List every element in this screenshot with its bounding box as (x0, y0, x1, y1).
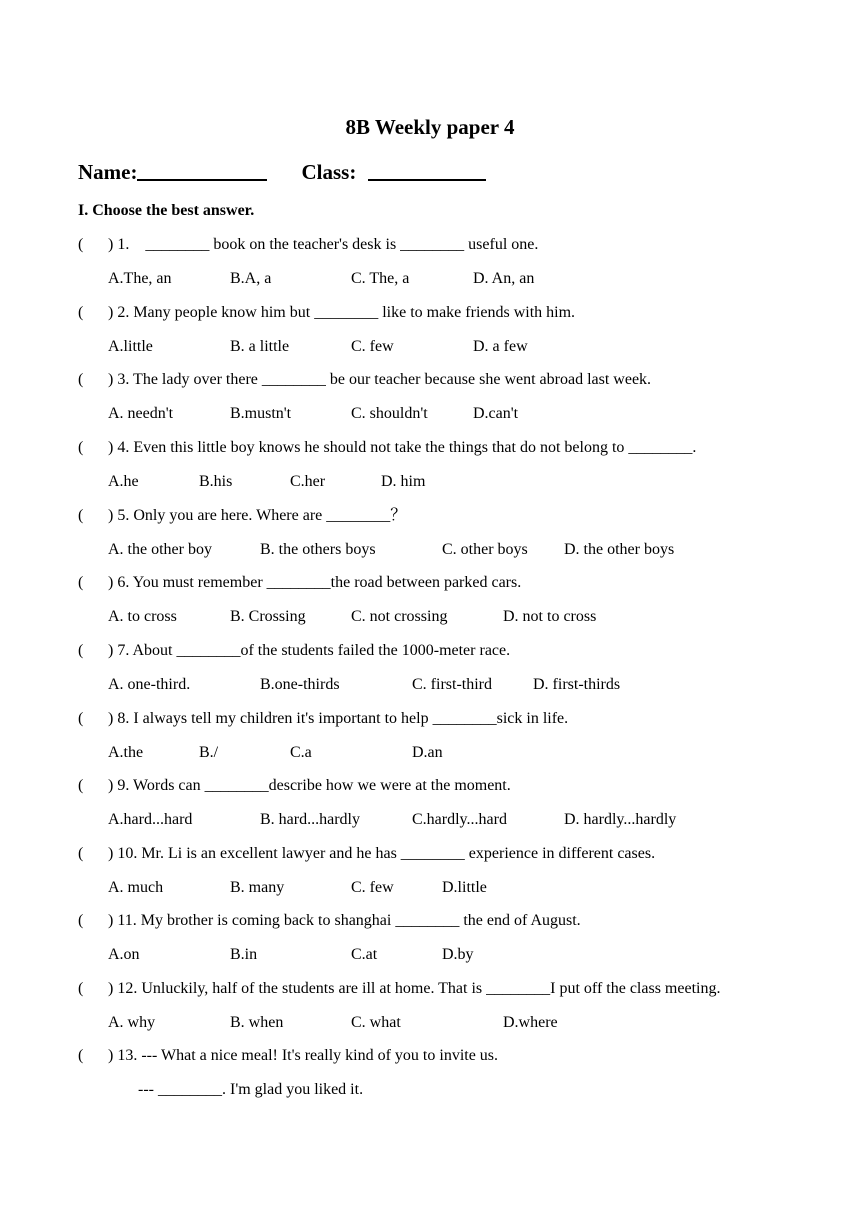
class-label: Class: (301, 160, 357, 184)
question-text: ) 11. My brother is coming back to shanghai ________ the end of August. (108, 912, 581, 929)
options-row (78, 674, 838, 696)
question-text: ) 13. --- What a nice meal! It's really kind of you to invite us. (108, 1047, 499, 1064)
option-d[interactable]: D. An, an (473, 270, 535, 287)
option-a[interactable]: A. needn't (108, 405, 174, 422)
option-d[interactable]: D.an (412, 744, 443, 761)
class-blank[interactable] (368, 159, 486, 181)
answer-paren[interactable]: ( (78, 642, 84, 659)
question-text: ) 12. Unluckily, half of the students are ill at home. That is ________I put off the class meeting. (108, 980, 721, 997)
option-a[interactable]: A. the other boy (108, 541, 212, 558)
option-b[interactable]: B.A, a (230, 270, 272, 287)
question-text: ) 1. ________ book on the teacher's desk is ________ useful one. (108, 236, 539, 253)
question-text: ) 2. Many people know him but ________ like to make friends with him. (108, 304, 576, 321)
options-row (78, 809, 838, 831)
option-a[interactable]: A.he (108, 473, 139, 490)
option-b[interactable]: B. when (230, 1014, 284, 1031)
option-c[interactable]: C.at (351, 946, 378, 963)
option-d[interactable]: D.can't (473, 405, 519, 422)
option-c[interactable]: C. few (351, 338, 394, 355)
options-row (78, 471, 838, 493)
answer-paren[interactable]: ( (78, 912, 84, 929)
answer-paren[interactable]: ( (78, 777, 84, 794)
answer-paren[interactable]: ( (78, 439, 84, 456)
option-d[interactable]: D. first-thirds (533, 676, 621, 693)
option-c[interactable]: C. what (351, 1014, 401, 1031)
option-a[interactable]: A. to cross (108, 608, 177, 625)
section-title: I. Choose the best answer. (78, 202, 255, 219)
options-row (78, 1012, 838, 1034)
question-text: ) 6. You must remember ________the road between parked cars. (108, 574, 522, 591)
question-text: ) 7. About ________of the students failed the 1000-meter race. (108, 642, 511, 659)
question-text: ) 10. Mr. Li is an excellent lawyer and he has ________ experience in different cases. (108, 845, 656, 862)
option-b[interactable]: B.mustn't (230, 405, 292, 422)
option-c[interactable]: C.her (290, 473, 326, 490)
option-c[interactable]: C. The, a (351, 270, 410, 287)
option-b[interactable]: B./ (199, 744, 219, 761)
option-d[interactable]: D. a few (473, 338, 528, 355)
answer-paren[interactable]: ( (78, 980, 84, 997)
question-text: ) 4. Even this little boy knows he should not take the things that do not belong to ________. (108, 439, 697, 456)
page-title: 8B Weekly paper 4 (345, 115, 515, 139)
options-row (78, 742, 838, 764)
option-a[interactable]: A. why (108, 1014, 156, 1031)
option-b[interactable]: B.one-thirds (260, 676, 340, 693)
answer-paren[interactable]: ( (78, 1047, 84, 1064)
name-label: Name: (78, 160, 138, 184)
question-text: ) 5. Only you are here. Where are ________？ (108, 507, 407, 524)
option-d[interactable]: D.little (442, 879, 487, 896)
answer-paren[interactable]: ( (78, 304, 84, 321)
option-a[interactable]: A.little (108, 338, 153, 355)
option-d[interactable]: D. not to cross (503, 608, 597, 625)
option-c[interactable]: C. first-third (412, 676, 492, 693)
question-text: ) 3. The lady over there ________ be our teacher because she went abroad last week. (108, 371, 652, 388)
option-a[interactable]: A. one-third. (108, 676, 191, 693)
options-row (78, 539, 838, 561)
options-row (78, 268, 838, 290)
answer-paren[interactable]: ( (78, 371, 84, 388)
option-c[interactable]: C. other boys (442, 541, 528, 558)
option-a[interactable]: A. much (108, 879, 164, 896)
option-b[interactable]: B. the others boys (260, 541, 376, 558)
option-b[interactable]: B. a little (230, 338, 290, 355)
answer-paren[interactable]: ( (78, 507, 84, 524)
option-b[interactable]: B. many (230, 879, 285, 896)
option-d[interactable]: D.where (503, 1014, 558, 1031)
option-d[interactable]: D.by (442, 946, 474, 963)
option-a[interactable]: A.The, an (108, 270, 172, 287)
option-b[interactable]: B. Crossing (230, 608, 306, 625)
question-text: ) 8. I always tell my children it's important to help ________sick in life. (108, 710, 569, 727)
option-b[interactable]: B. hard...hardly (260, 811, 360, 828)
question-text: ) 9. Words can ________describe how we were at the moment. (108, 777, 511, 794)
answer-paren[interactable]: ( (78, 710, 84, 727)
option-b[interactable]: B.in (230, 946, 258, 963)
answer-paren[interactable]: ( (78, 574, 84, 591)
option-a[interactable]: A.hard...hard (108, 811, 193, 828)
options-row (78, 944, 838, 966)
options-row (78, 877, 838, 899)
options-row (78, 606, 838, 628)
option-c[interactable]: C. not crossing (351, 608, 448, 625)
option-c[interactable]: C.a (290, 744, 312, 761)
option-a[interactable]: A.on (108, 946, 140, 963)
option-d[interactable]: D. the other boys (564, 541, 675, 558)
option-b[interactable]: B.his (199, 473, 233, 490)
answer-paren[interactable]: ( (78, 236, 84, 253)
option-c[interactable]: C.hardly...hard (412, 811, 507, 828)
option-c[interactable]: C. shouldn't (351, 405, 428, 422)
name-class-row (78, 157, 486, 187)
option-d[interactable]: D. him (381, 473, 426, 490)
answer-paren[interactable]: ( (78, 845, 84, 862)
option-c[interactable]: C. few (351, 879, 394, 896)
options-row (78, 336, 838, 358)
dialog-reply: --- ________. I'm glad you liked it. (138, 1081, 364, 1098)
options-row (78, 403, 838, 425)
option-a[interactable]: A.the (108, 744, 144, 761)
option-d[interactable]: D. hardly...hardly (564, 811, 677, 828)
name-blank[interactable] (137, 159, 267, 181)
